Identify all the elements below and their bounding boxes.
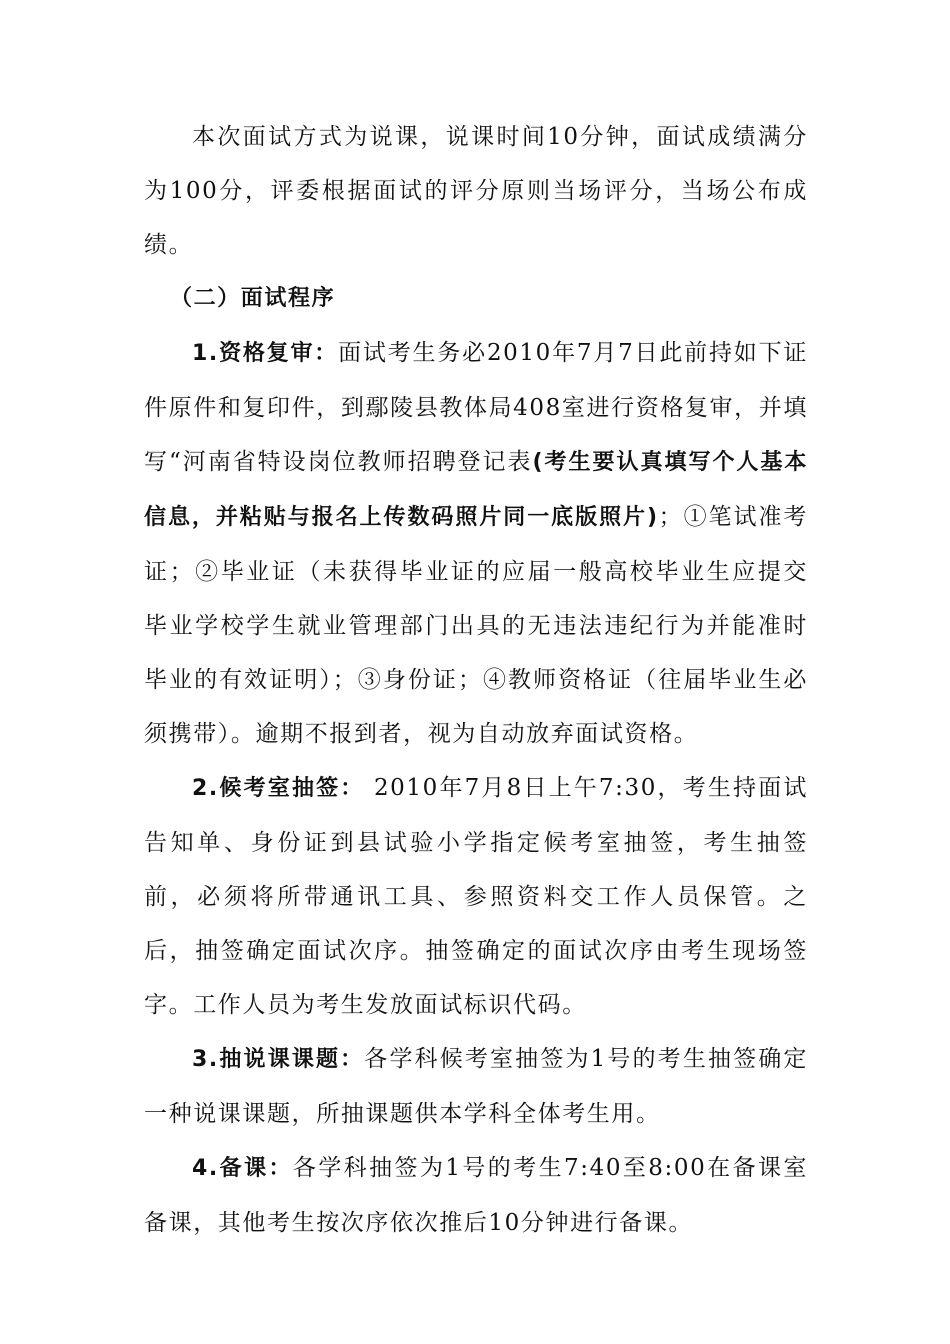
paragraph-scoring: 本次面试方式为说课，说课时间10分钟，面试成绩满分为100分，评委根据面试的评分原则当场评分，当场公布成绩。 xyxy=(144,124,808,258)
step-3-label: 3.抽说课课题： xyxy=(192,1047,365,1072)
step-2-text: 2010年7月8日上午7:30，考生持面试告知单、身份证到县试验小学指定候考室抽签，考生抽签前，必须将所带通讯工具、参照资料交工作人员保管。之后，抽签确定面试次序。抽签确定的面试次序由考生现场签字。工作人员为考生发放面试标识代码。 xyxy=(144,775,808,1018)
step-1-bold-note: (考生要认真填写个人基本信息，并粘贴与报名上传数码照片同一底版照片) xyxy=(144,450,808,530)
paragraph-step-2 xyxy=(144,761,808,1032)
step-1-text-b: ；①笔试准考证；②毕业证（未获得毕业证的应届一般高校毕业生应提交毕业学校学生就业管理部门出具的无违法违纪行为并能准时毕业的有效证明）；③身份证；④教师资格证（往届毕业生必须携带）。逾期不报到者，视为自动放弃面试资格。 xyxy=(144,504,808,747)
paragraph-step-4 xyxy=(144,1141,808,1250)
step-1-text-a: 面试考生务必2010年7月7日此前持如下证件原件和复印件，到鄢陵县教体局408室进行资格复审，并填写“河南省特设岗位教师招聘登记表 xyxy=(144,340,808,475)
paragraph-step-3 xyxy=(144,1032,808,1141)
paragraph-step-1 xyxy=(144,326,808,761)
document-page xyxy=(144,110,808,1250)
step-4-text: 各学科抽签为1号的考生7:40至8:00在备课室备课，其他考生按次序依次推后10分钟进行备课。 xyxy=(144,1155,808,1236)
step-2-label: 2.候考室抽签： xyxy=(192,776,365,801)
section-heading-interview-procedure: （二）面试程序 xyxy=(170,286,336,311)
step-4-label: 4.备课： xyxy=(192,1156,293,1181)
step-3-text: 各学科候考室抽签为1号的考生抽签确定一种说课课题，所抽课题供本学科全体考生用。 xyxy=(144,1046,809,1127)
step-1-label: 1.资格复审： xyxy=(192,341,339,366)
